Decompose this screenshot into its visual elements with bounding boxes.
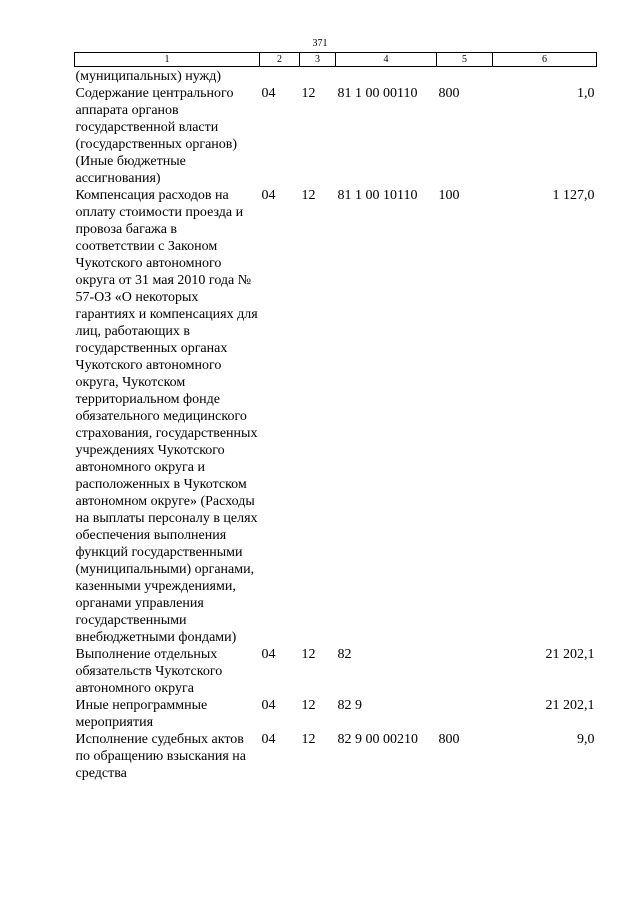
row-expense-type: 800 (438, 732, 460, 747)
row-expense-type (437, 67, 493, 86)
header-col-5: 5 (437, 53, 493, 67)
header-col-1: 1 (75, 53, 260, 67)
row-name: Иные непрограммные мероприятия (75, 698, 208, 730)
row-target-article: 82 9 00 00210 (337, 732, 418, 747)
table-row (75, 731, 597, 782)
row-expense-type: 100 (438, 188, 460, 203)
table-header (75, 53, 597, 67)
row-chapter: 04 (261, 647, 276, 662)
table-row (75, 187, 597, 646)
table-body (75, 67, 597, 783)
row-chapter: 04 (261, 188, 276, 203)
row-amount: 1,0 (577, 86, 595, 101)
row-amount: 9,0 (577, 732, 595, 747)
table-row (75, 85, 597, 187)
page-number: 371 (312, 38, 328, 49)
row-target-article (336, 67, 437, 86)
row-name: Содержание центрального аппарата органов государственной власти (государственных органов) (Иные бюджетные ассигнования) (75, 86, 238, 186)
budget-table (74, 52, 597, 782)
header-col-4: 4 (336, 53, 437, 67)
row-section: 12 (301, 86, 316, 101)
row-section: 12 (301, 732, 316, 747)
row-section: 12 (301, 188, 316, 203)
row-section: 12 (301, 698, 316, 713)
row-section (300, 67, 336, 86)
row-amount: 21 202,1 (545, 647, 595, 662)
row-target-article: 82 (337, 647, 352, 662)
table-row (75, 67, 597, 86)
row-name: Компенсация расходов на оплату стоимости проезда и провоза багажа в соответствии с Законом Чукотского автономного округа от 31 мая 2010 года № 57-ОЗ «О некоторых гарантиях и компенсациях для лиц, работающих в государственных органах Чукотского автономного округа, Чукотском территориальном фонде обязательного медицинского страхования, государственных учреждениях Чукотского автономного округа и расположенных в Чукотском автономном округе» (Расходы на выплаты персоналу в целях обеспечения выполнения функций государственными (муниципальными) органами, казенными учреждениями, органами управления государственными внебюджетными фондами) (75, 188, 258, 645)
row-name: (муниципальных) нужд) (75, 69, 222, 84)
row-chapter: 04 (261, 86, 276, 101)
row-name: Выполнение отдельных обязательств Чукотского автономного округа (75, 647, 223, 696)
table-row (75, 697, 597, 731)
row-expense-type (437, 697, 493, 731)
header-col-3: 3 (300, 53, 336, 67)
row-chapter (260, 67, 300, 86)
table-row (75, 646, 597, 697)
row-expense-type (437, 646, 493, 697)
row-chapter: 04 (261, 698, 276, 713)
row-chapter: 04 (261, 732, 276, 747)
row-name: Исполнение судебных актов по обращению взыскания на средства (75, 732, 246, 781)
header-col-6: 6 (493, 53, 597, 67)
row-amount: 21 202,1 (545, 698, 595, 713)
row-amount: 1 127,0 (552, 188, 595, 203)
row-section: 12 (301, 647, 316, 662)
header-row (75, 53, 597, 67)
header-col-2: 2 (260, 53, 300, 67)
row-target-article: 82 9 (337, 698, 362, 713)
row-expense-type: 800 (438, 86, 460, 101)
row-amount (493, 67, 597, 86)
row-target-article: 81 1 00 10110 (337, 188, 418, 203)
row-target-article: 81 1 00 00110 (337, 86, 418, 101)
